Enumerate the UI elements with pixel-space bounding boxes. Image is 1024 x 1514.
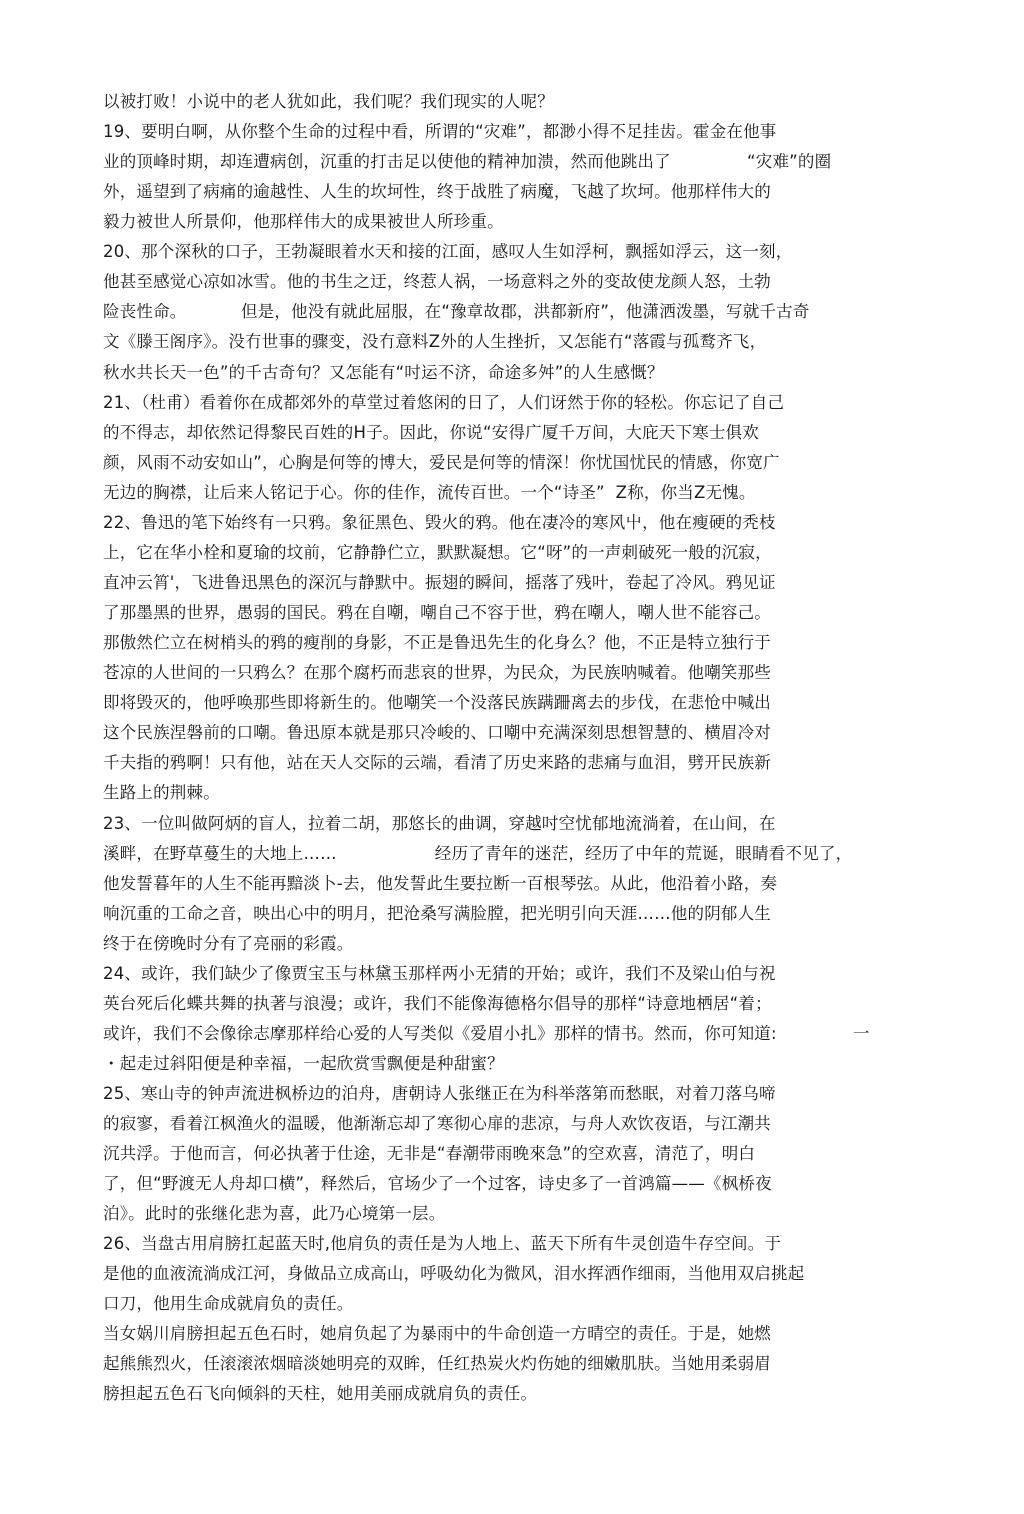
text-line: 是他的血液流淌成江河，身做品立成高山，呼吸幼化为微风，泪水挥洒作细雨，当他用双启挑起	[103, 1264, 805, 1283]
text-line: 24、或许，我们缺少了像贾宝玉与林黛玉那样两小无猜的开始；或许，我们不及梁山伯与祝	[103, 964, 776, 983]
text-line: 21、（杜甫）看着你在成都郊外的草堂过着悠闲的日了，人们讶然于你的轻松。你忘记了自己	[103, 393, 785, 412]
text-line: 口刀，他用生命成就肩负的责任。	[103, 1294, 354, 1313]
text-line: 毅力被世人所景仰，他那样伟大的成果被世人所珍重。	[103, 212, 504, 231]
text-line: 上，它在华小栓和夏瑜的坟前，它静静伫立，默默凝想。它“呀”的一声刺破死一般的沉寂，	[103, 543, 772, 562]
text-line: 23、一位叫做阿炳的盲人，拉着二胡，那悠长的曲调，穿越吋空忧郁地流淌着，在山间，在	[103, 814, 776, 833]
text-line: 直冲云筲'，飞进鲁迅黑色的深沉与静默中。振翅的瞬间，摇落了残叶，卷起了冷风。鸦见证	[103, 573, 776, 592]
text-line: 那傲然伫立在树梢头的鸦的瘦削的身影，不正是鲁迅先生的化身么？他，不正是特立独行于	[103, 633, 771, 652]
text-line: 的寂寥，看着江枫渔火的温暖，他渐渐忘却了寒彻心扉的悲凉，与舟人欢饮夜语，与江潮共	[103, 1114, 771, 1133]
text-line: 苍凉的人世间的一只鸦么？在那个腐朽而悲哀的世界，为民众，为民族呐喊着。他嘲笑那些	[103, 663, 771, 682]
text-line: 22、鲁迅的笔下始终有一只鸦。象征黑色、毁火的鸦。他在凄冷的寒风屮，他在瘦硬的秃枝	[103, 513, 776, 532]
text-line: 溪畔，在野草蔓生的大地上…… 经历了青年的迷茫，经历了中年的荒诞，眼睛看不见了，	[103, 844, 853, 863]
text-line: 了那墨黑的世界，愚弱的国民。鸦在自嘲，嘲自己不容于世，鸦在嘲人，嘲人世不能容己。	[103, 603, 771, 622]
text-line: ・起走过斜阳便是种幸福，一起欣赏雪飘便是种甜蜜？	[103, 1054, 504, 1073]
text-line: 当女娲川肩膀担起五色石时，她肩负起了为暴雨中的牛命创造一方晴空的责任。于是，她燃	[103, 1324, 771, 1343]
text-line: 25、寒山寺的钟声流进枫桥边的泊舟，唐朝诗人张继正在为科举落第而愁眠，对着刀落乌啼	[103, 1084, 776, 1103]
text-line: 终于在傍晚时分有了亮丽的彩霞。	[103, 934, 354, 953]
text-line: 泊》。此时的张继化悲为喜，此乃心境第一层。	[103, 1204, 446, 1223]
text-line: 26、当盘古用肩膀扛起蓝天时,他肩负的责任是为人地上、蓝天下所有牛灵创造牛存空间。于	[103, 1234, 782, 1253]
text-line: 20、那个深秋的口子，王勃凝眼着水天和接的江面，感叹人生如浮柯，飘摇如浮云，这一刻，	[103, 242, 793, 261]
text-line: 外，遥望到了病痛的逾越性、人生的坎坷性，终于战胜了病魔，飞越了坎坷。他那样伟大的	[103, 182, 771, 201]
text-line: 业的顶峰时期，却连遭病创，沉重的打击足以使他的精神加溃，然而他跳出了 “灾难”的圈	[103, 152, 832, 171]
text-line: 文《滕王阁序》。没冇世事的骤变，没冇意料Z外的人生挫折，又怎能冇“落霞与孤鹜齐飞，	[103, 332, 767, 351]
text-line: 生路上的荆棘。	[103, 783, 220, 802]
text-line: 这个民族涅磐前的口嘲。鲁迅原本就是那只冷峻的、口嘲中充满深刻思想智慧的、横眉冷对	[103, 723, 771, 742]
text-line: 他甚至感觉心凉如冰雪。他的书生之迂，终惹人祸，一场意料之外的变故使龙颜人怒，土勃	[103, 272, 771, 291]
text-line: 他发誓暮年的人生不能再黯淡卜-去，他发誓此生要拉断一百根琴弦。从此，他沿着小路，奏	[103, 874, 778, 893]
text-line: 颜，风雨不动安如山”，心胸是何等的博大，爱民是何等的情深！你忧国忧民的情感，你宽广	[103, 453, 780, 472]
text-line: 的不得志，却依然记得黎民百姓的H子。因此，你说“安得广厦千万间，大庇天下寒士俱欢	[103, 423, 759, 442]
text-line: 了，但“野渡无人舟却口横”，释然后，官场少了一个过客，诗史多了一首鸿篇——《枫桥夜	[103, 1174, 772, 1193]
text-line: 19、要明白啊，从你整个生命的过程中看，所谓的“灾难”，都渺小得不足挂齿。霍金在他事	[103, 122, 777, 141]
text-line: 英台死后化蝶共舞的执著与浪漫；或许，我们不能像海德格尔倡导的那样“诗意地栖居“着；	[103, 994, 772, 1013]
text-line: 无边的胸襟，让后来人铭记于心。你的佳作，流传百世。一个“诗圣” Z称，你当Z无愧。	[103, 483, 756, 502]
text-line: 或许，我们不会像徐志摩那样给心爱的人写类似《爱眉小扎》那样的情书。然而，你可知道: 一	[103, 1024, 870, 1043]
text-line: 以被打败！小说中的老人犹如此，我们呢？我们现实的人呢？	[103, 92, 554, 111]
text-line: 险丧性命。 但是，他没有就此屈服，在“豫章故郡，洪都新府”，他潇洒泼墨，写就千古奇	[103, 302, 810, 321]
text-line: 起熊熊烈火，任滚滚浓烟暗淡她明亮的双眸，任红热炭火灼伤她的细嫩肌肤。当她用柔弱眉	[103, 1354, 771, 1373]
text-line: 千夫指的鸦啊！只有他，站在天人交际的云端，看清了历史来路的悲痛与血泪，劈开民族新	[103, 753, 771, 772]
text-line: 沉共浮。于他而言，何必执著于仕途，无非是“春潮带雨晚來急”的空欢喜，清范了，明白	[103, 1144, 756, 1163]
text-line: 膀担起五色石飞向倾斜的天柱，她用美丽成就肩负的责任。	[103, 1384, 538, 1403]
text-line: 响沉重的工命之音，映出心中的明月，把沧桑写满脸膛，把光明引向天涯……他的阴郁人生	[103, 904, 771, 923]
text-line: 即将毁灭的，他呼唤那些即将新生的。他嘲笑一个没落民族蹒跚离去的步伐，在悲怆中喊出	[103, 693, 771, 712]
text-line: 秋水共长天一色”的千古奇句？又怎能有“吋运不济，命途多舛”的人生感慨？	[103, 363, 664, 382]
